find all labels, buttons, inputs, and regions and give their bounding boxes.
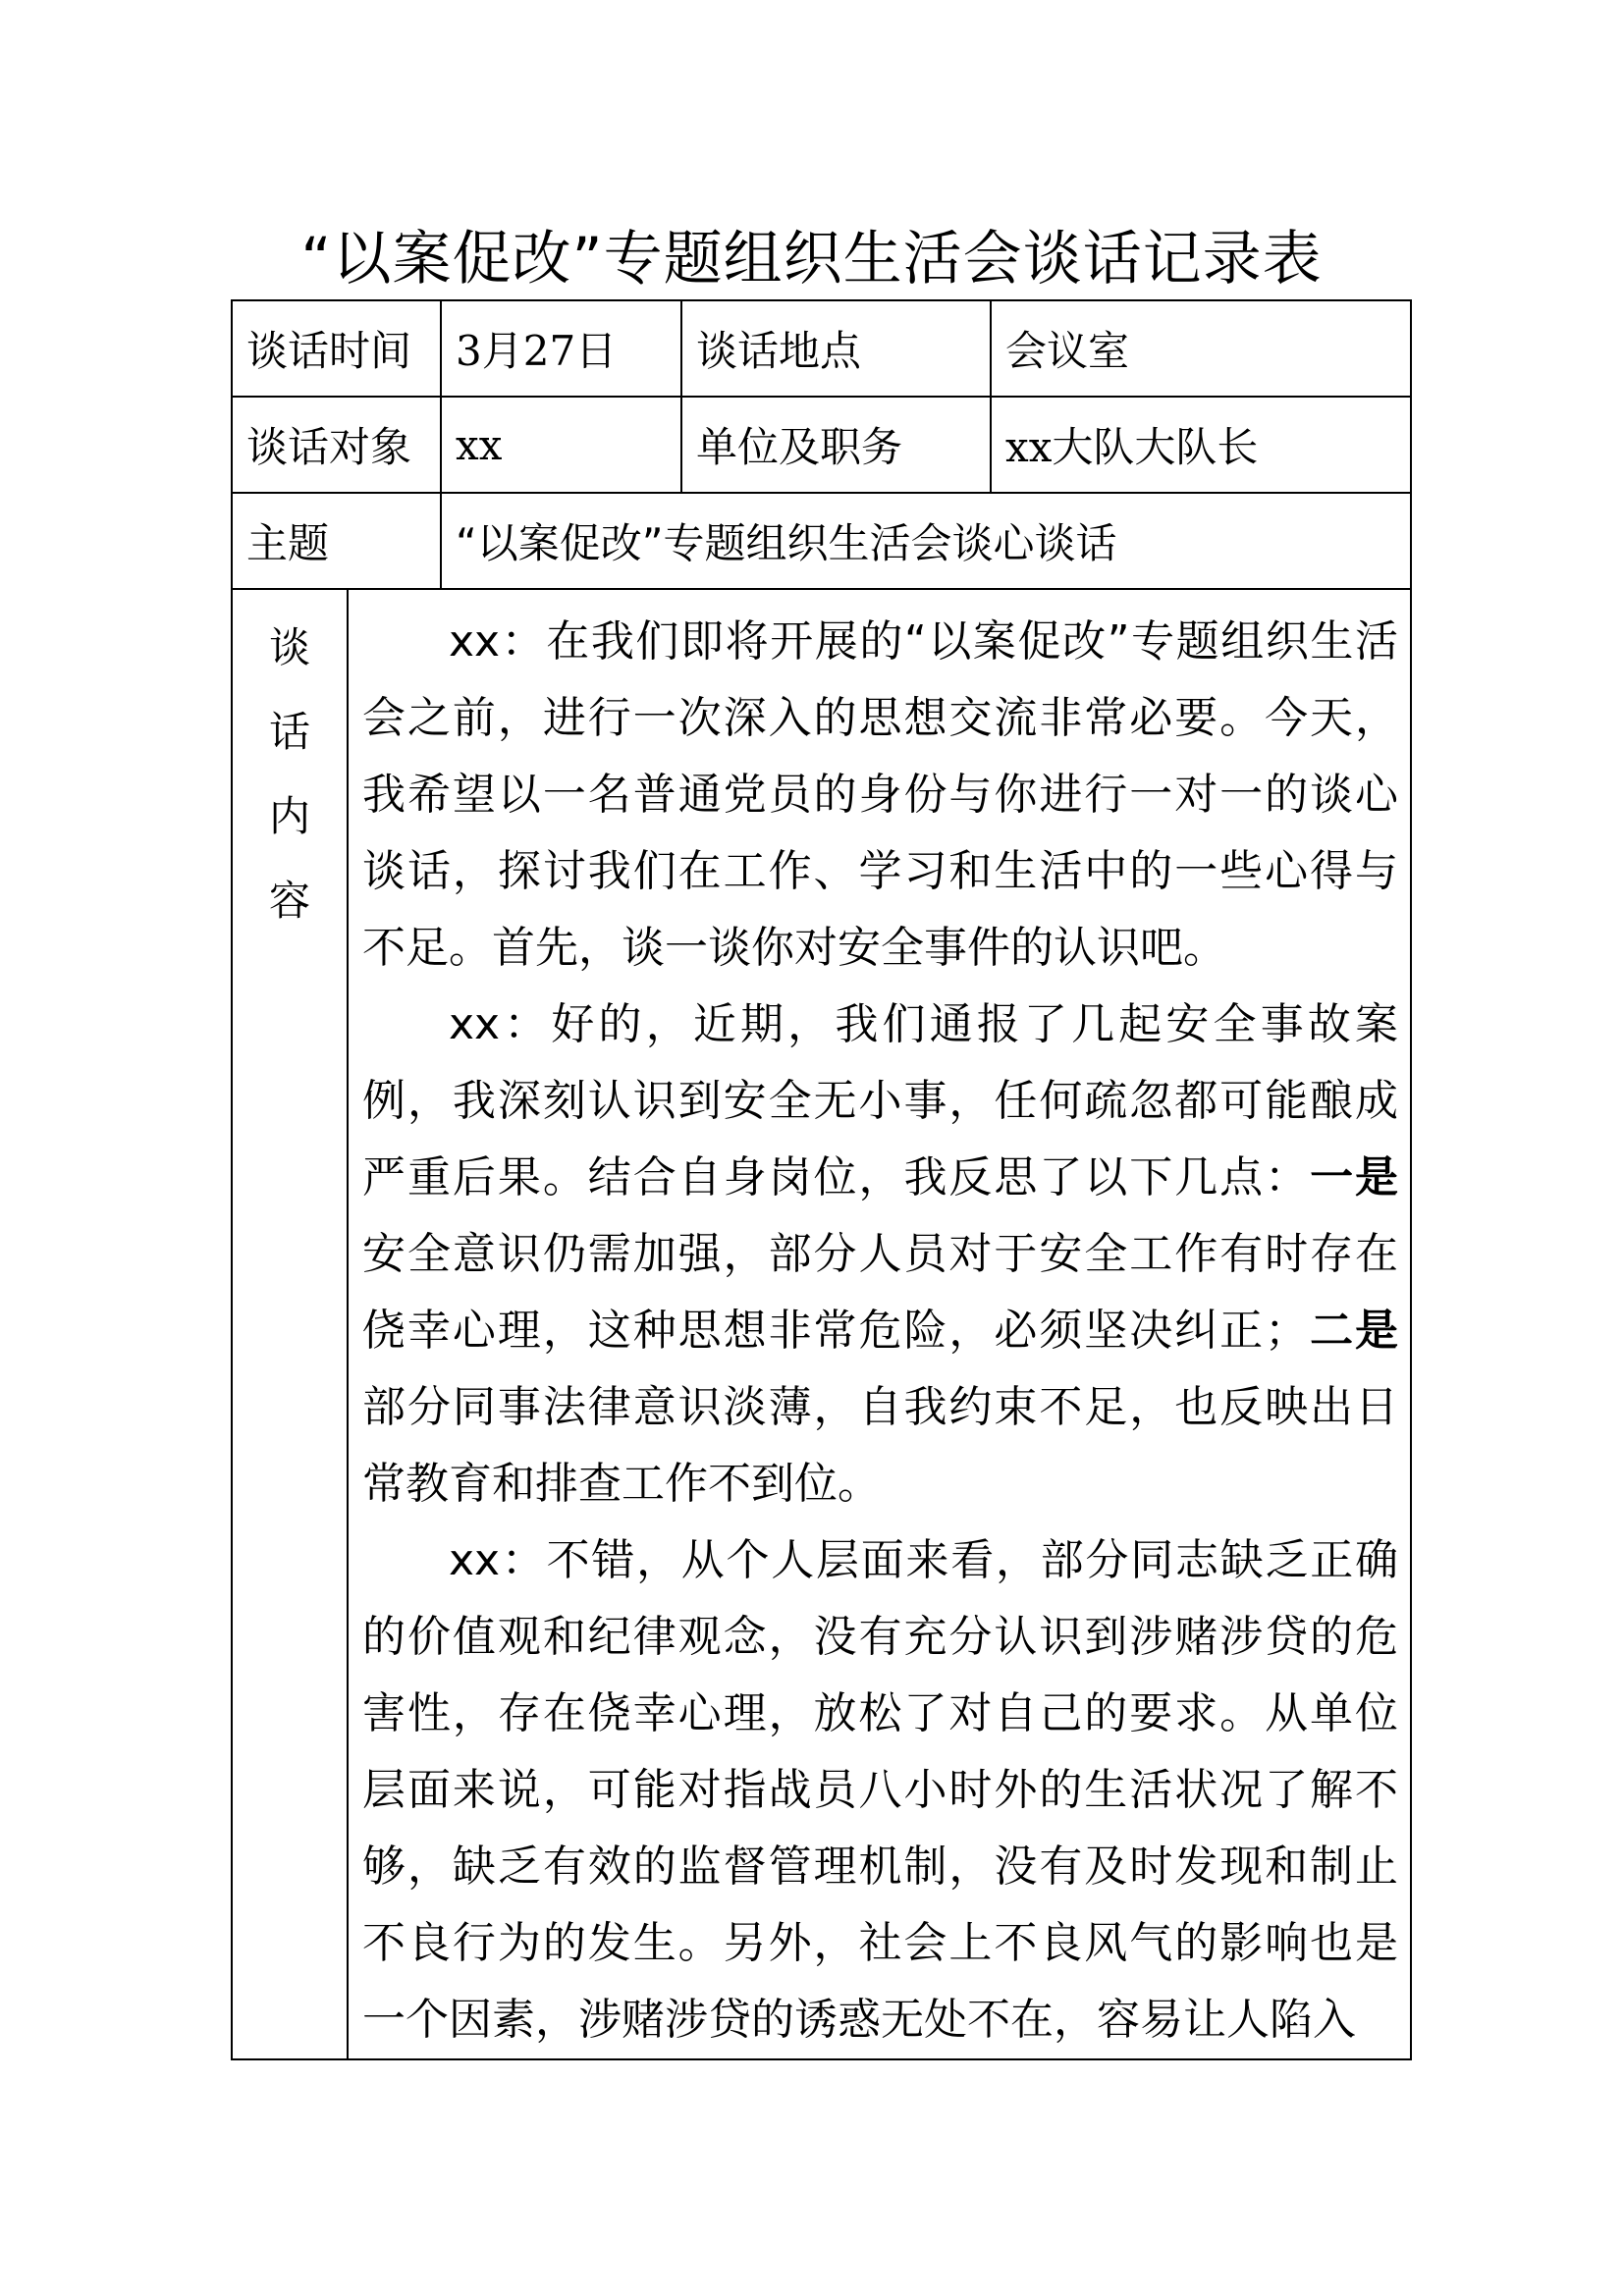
record-table — [231, 299, 1412, 2060]
topic-value: “以案促改”专题组织生活会谈心谈话 — [441, 493, 1411, 589]
page-title: “以案促改”专题组织生活会谈话记录表 — [300, 225, 1323, 294]
time-label: 谈话时间 — [232, 300, 441, 397]
content-text — [349, 590, 1410, 2058]
dialogue-paragraph — [362, 604, 1398, 987]
place-label: 谈话地点 — [681, 300, 991, 397]
topic-label: 主题 — [232, 493, 441, 589]
content-row — [232, 589, 1411, 2059]
paragraph-text: 部分同事法律意识淡薄，自我约束不足，也反映出日常教育和排查工作不到位。 — [362, 1382, 1399, 1509]
dialogue-paragraph — [362, 987, 1398, 1522]
subject-label: 谈话对象 — [232, 397, 441, 493]
paragraph-text: xx：不错，从个人层面来看，部分同志缺乏正确的价值观和纪律观念，没有充分认识到涉赌涉贷的危害性，存在侥幸心理，放松了对自己的要求。从单位层面来说，可能对指战员八小时外的生活状况了解不够，缺乏有效的监督管理机制，没有及时发现和制止不良行为的发生。另外，社会上不良风气的影响也是一个因素，涉赌涉贷的诱惑无处不在，容易让人陷入 — [362, 1535, 1399, 2045]
content-body — [348, 589, 1411, 2059]
dialogue-paragraph — [362, 1522, 1398, 2058]
emphasis-text: 一是 — [1310, 1152, 1399, 1202]
time-value: 3月27日 — [441, 300, 681, 397]
subject-value: xx — [441, 397, 681, 493]
topic-row — [232, 493, 1411, 589]
place-value: 会议室 — [991, 300, 1411, 397]
subject-unit-row — [232, 397, 1411, 493]
content-label-char: 谈 — [268, 623, 310, 671]
time-place-row — [232, 300, 1411, 397]
content-label-char: 内 — [268, 792, 310, 840]
unit-label: 单位及职务 — [681, 397, 991, 493]
paragraph-text: xx：在我们即将开展的“以案促改”专题组织生活会之前，进行一次深入的思想交流非常必要。今天，我希望以一名普通党员的身份与你进行一对一的谈心谈话，探讨我们在工作、学习和生活中的一些心得与不足。首先，谈一谈你对安全事件的认识吧。 — [362, 616, 1399, 973]
unit-value: xx大队大队长 — [991, 397, 1411, 493]
paragraph-text: xx：好的，近期，我们通报了几起安全事故案例，我深刻认识到安全无小事，任何疏忽都可能酿成严重后果。结合自身岗位，我反思了以下几点： — [362, 999, 1399, 1202]
paragraph-text: 安全意识仍需加强，部分人员对于安全工作有时存在侥幸心理，这种思想非常危险，必须坚决纠正； — [362, 1229, 1399, 1356]
content-label-char: 容 — [268, 877, 310, 925]
content-label-char: 话 — [268, 708, 310, 756]
emphasis-text: 二是 — [1308, 1306, 1399, 1356]
content-label — [232, 589, 348, 2059]
